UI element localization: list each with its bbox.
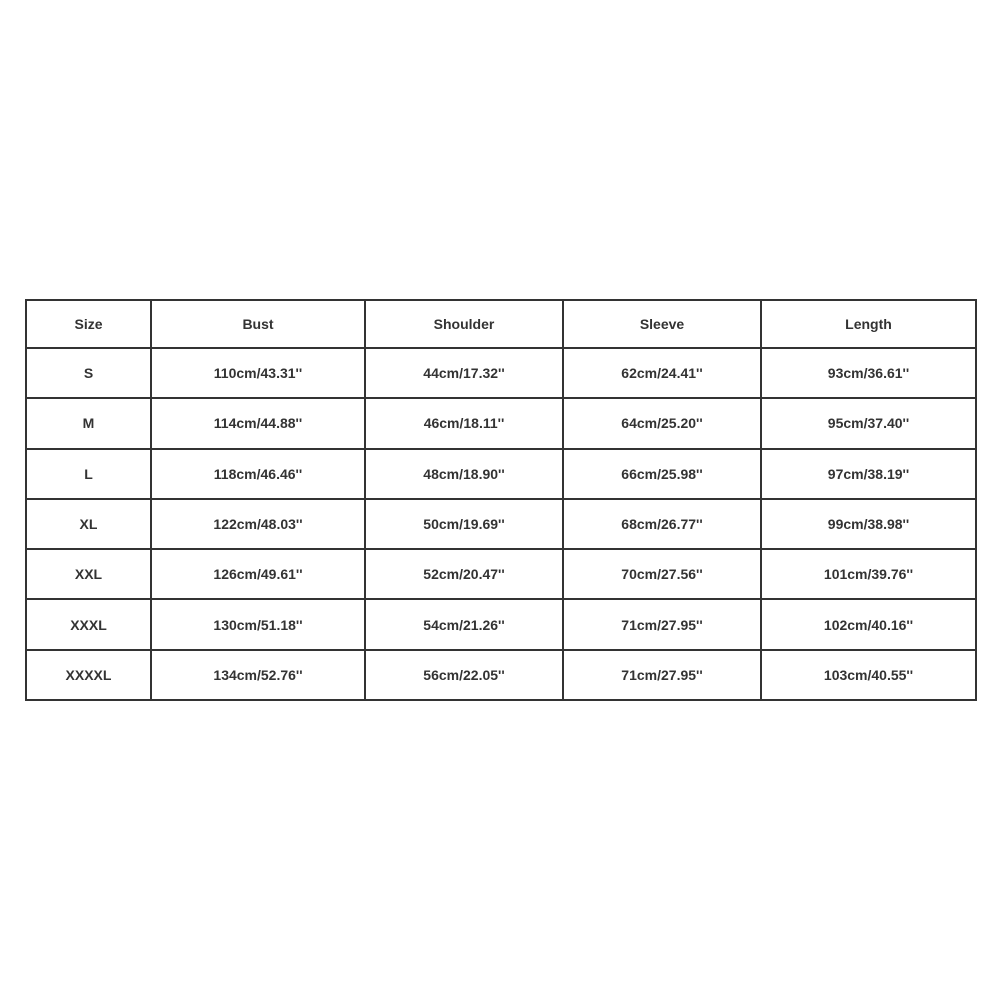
- cell-size: M: [26, 398, 151, 448]
- header-sleeve: Sleeve: [563, 300, 761, 348]
- cell-bust: 134cm/52.76'': [151, 650, 365, 700]
- cell-length: 95cm/37.40'': [761, 398, 976, 448]
- table-header-row: [26, 300, 976, 348]
- cell-bust: 118cm/46.46'': [151, 449, 365, 499]
- cell-sleeve: 70cm/27.56'': [563, 549, 761, 599]
- cell-bust: 122cm/48.03'': [151, 499, 365, 549]
- cell-size: S: [26, 348, 151, 398]
- cell-shoulder: 50cm/19.69'': [365, 499, 563, 549]
- table-row: [26, 398, 976, 448]
- header-bust: Bust: [151, 300, 365, 348]
- table-row: [26, 650, 976, 700]
- header-length: Length: [761, 300, 976, 348]
- cell-size: XXL: [26, 549, 151, 599]
- cell-shoulder: 54cm/21.26'': [365, 599, 563, 649]
- cell-shoulder: 52cm/20.47'': [365, 549, 563, 599]
- cell-sleeve: 66cm/25.98'': [563, 449, 761, 499]
- table-row: [26, 599, 976, 649]
- cell-bust: 126cm/49.61'': [151, 549, 365, 599]
- cell-length: 103cm/40.55'': [761, 650, 976, 700]
- cell-bust: 110cm/43.31'': [151, 348, 365, 398]
- header-size: Size: [26, 300, 151, 348]
- cell-length: 102cm/40.16'': [761, 599, 976, 649]
- cell-size: XL: [26, 499, 151, 549]
- cell-sleeve: 64cm/25.20'': [563, 398, 761, 448]
- cell-size: XXXL: [26, 599, 151, 649]
- cell-size: XXXXL: [26, 650, 151, 700]
- cell-sleeve: 71cm/27.95'': [563, 599, 761, 649]
- cell-sleeve: 68cm/26.77'': [563, 499, 761, 549]
- cell-length: 99cm/38.98'': [761, 499, 976, 549]
- table-row: [26, 348, 976, 398]
- cell-length: 93cm/36.61'': [761, 348, 976, 398]
- size-chart-table: [25, 299, 977, 701]
- cell-shoulder: 46cm/18.11'': [365, 398, 563, 448]
- cell-sleeve: 71cm/27.95'': [563, 650, 761, 700]
- header-shoulder: Shoulder: [365, 300, 563, 348]
- cell-bust: 114cm/44.88'': [151, 398, 365, 448]
- cell-shoulder: 56cm/22.05'': [365, 650, 563, 700]
- table-row: [26, 449, 976, 499]
- table-row: [26, 499, 976, 549]
- cell-sleeve: 62cm/24.41'': [563, 348, 761, 398]
- cell-shoulder: 44cm/17.32'': [365, 348, 563, 398]
- cell-shoulder: 48cm/18.90'': [365, 449, 563, 499]
- cell-length: 101cm/39.76'': [761, 549, 976, 599]
- cell-length: 97cm/38.19'': [761, 449, 976, 499]
- cell-size: L: [26, 449, 151, 499]
- table-row: [26, 549, 976, 599]
- cell-bust: 130cm/51.18'': [151, 599, 365, 649]
